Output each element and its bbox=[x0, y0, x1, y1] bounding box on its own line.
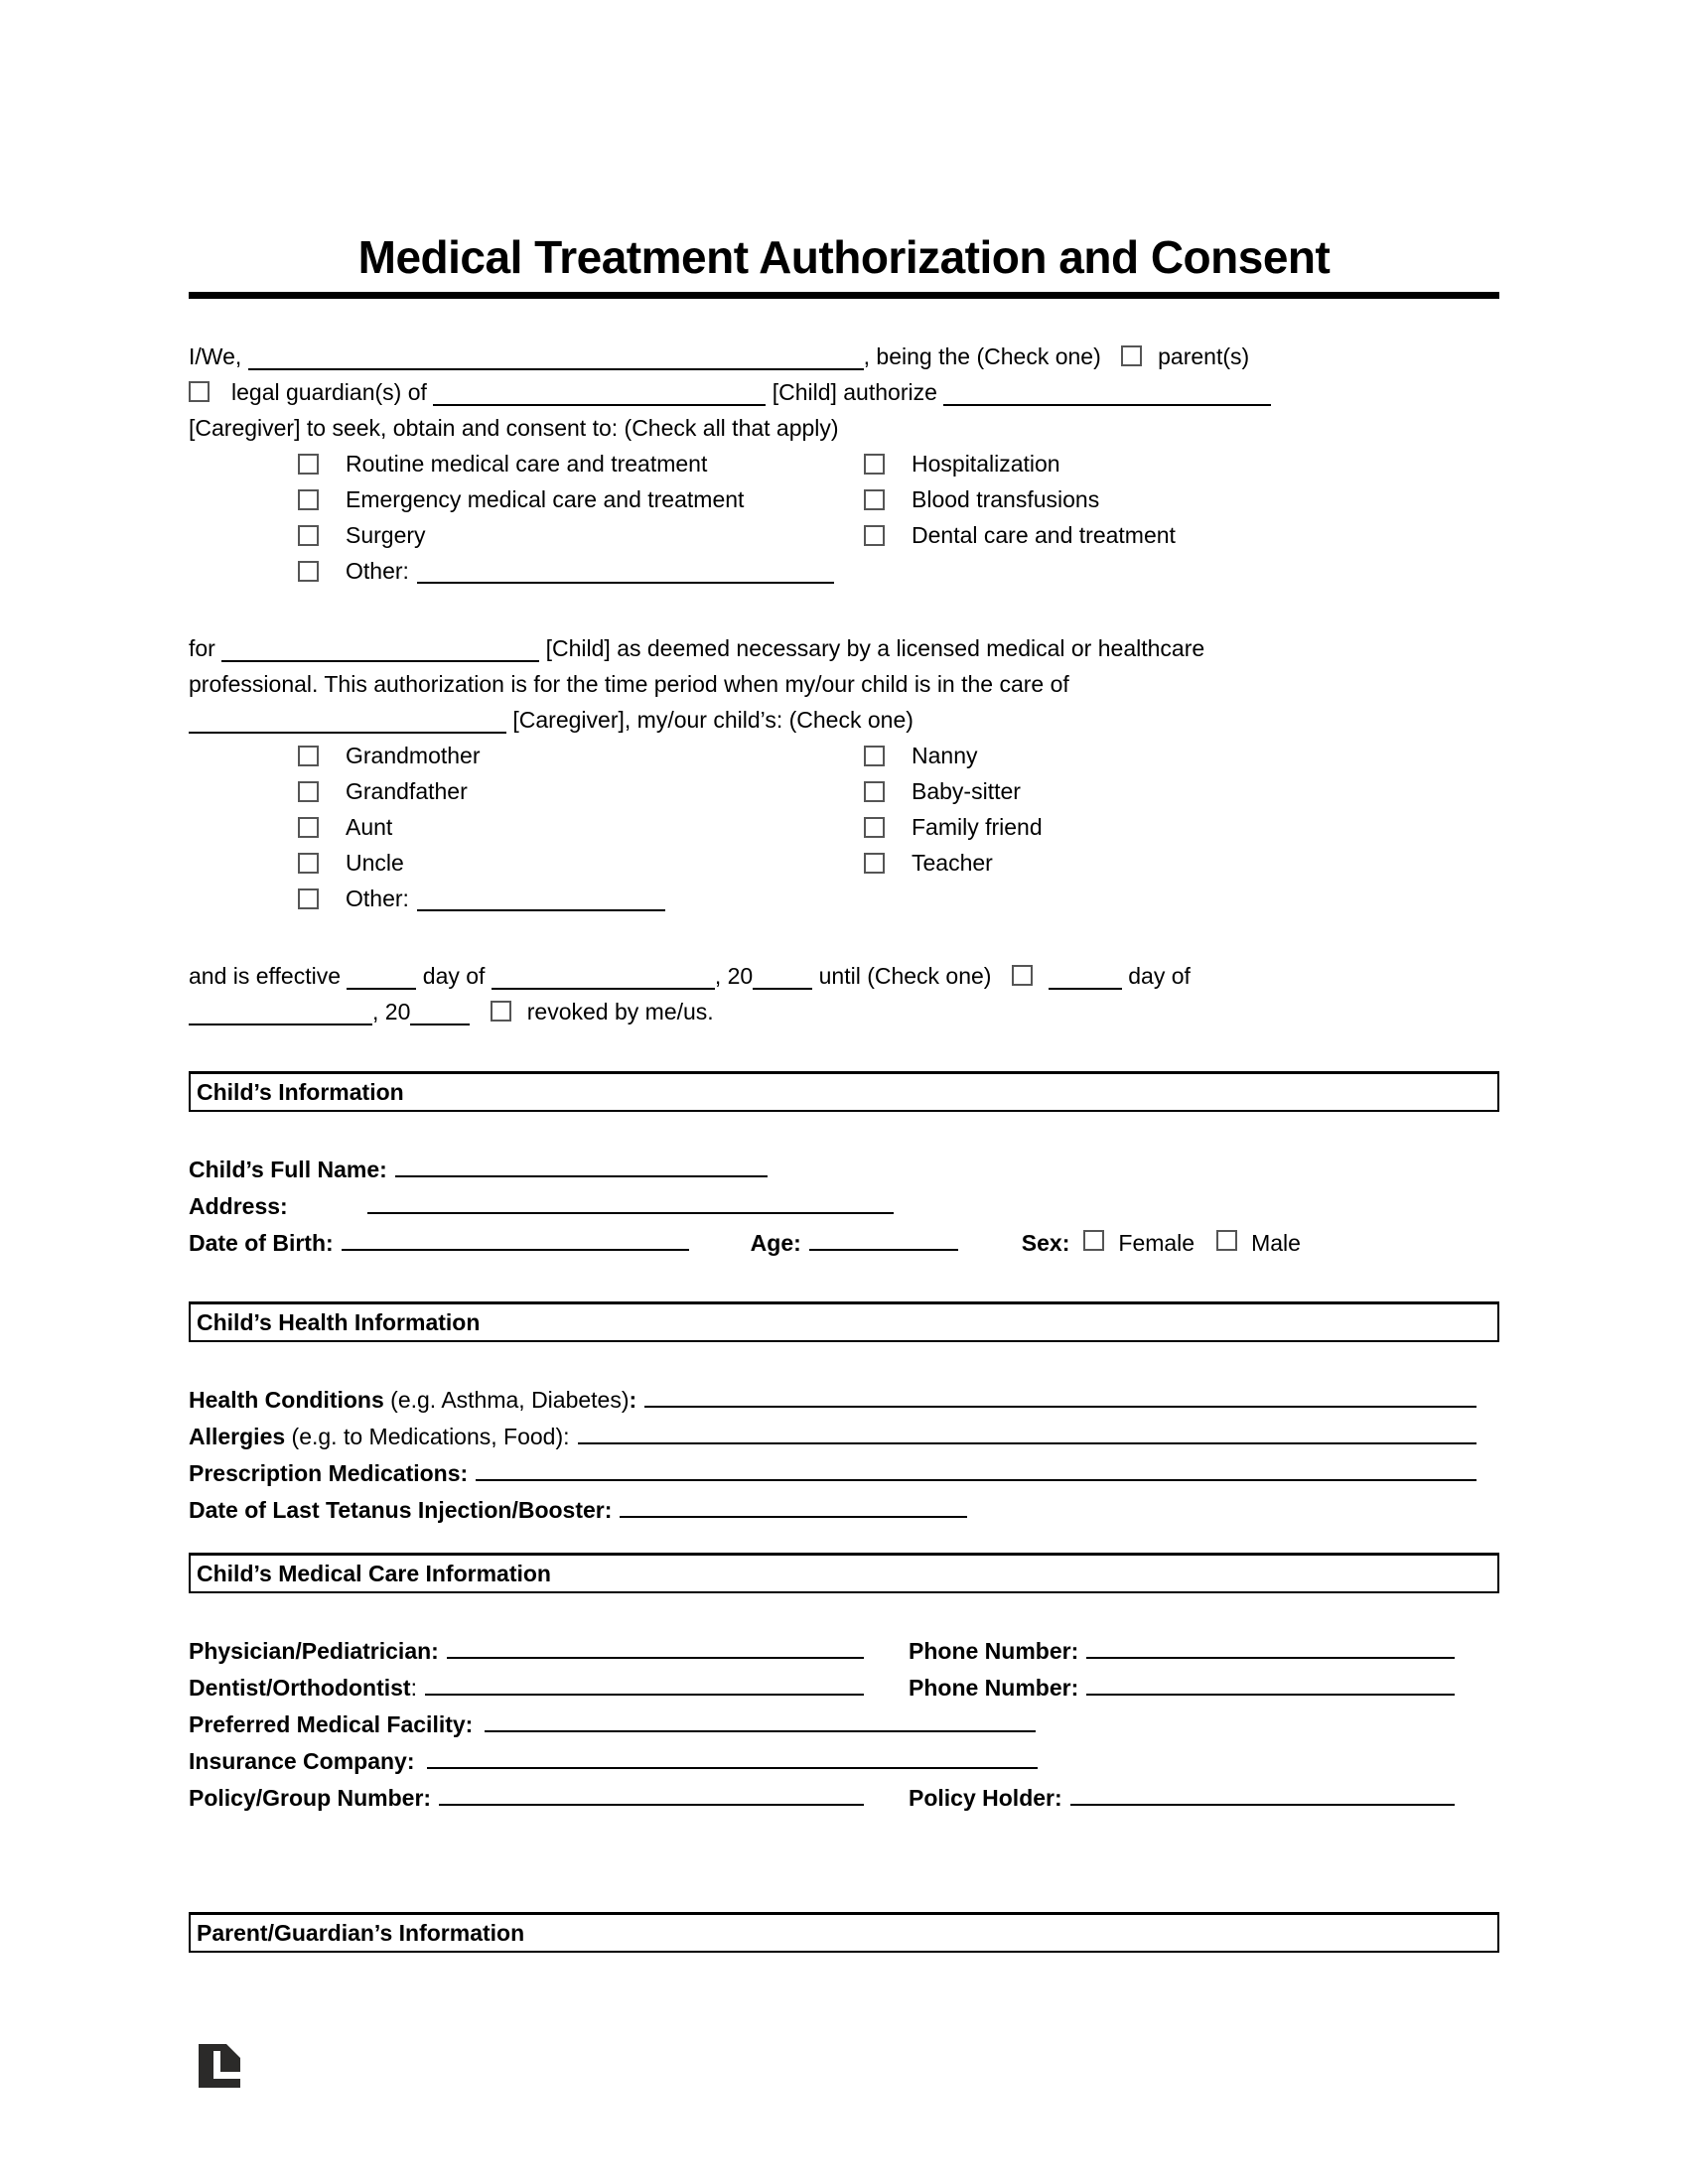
child-age-label: Age: bbox=[750, 1230, 801, 1256]
tetanus-row bbox=[189, 1492, 1499, 1529]
treatment-other bbox=[298, 553, 864, 589]
scope-for-text: for bbox=[189, 635, 215, 661]
parents-option-label: parent(s) bbox=[1158, 343, 1250, 369]
checkbox-uncle[interactable] bbox=[298, 853, 319, 874]
treatments-row-3 bbox=[298, 517, 1499, 553]
health-conditions-label: Health Conditions (e.g. Asthma, Diabetes): bbox=[189, 1387, 637, 1413]
relationship-uncle-label: Uncle bbox=[346, 850, 404, 876]
checkbox-grandmother[interactable] bbox=[298, 746, 319, 766]
child-age-field[interactable] bbox=[809, 1225, 958, 1251]
child-address-row bbox=[189, 1188, 1499, 1225]
effective-paragraph bbox=[189, 958, 1499, 1029]
relationship-row-3 bbox=[298, 809, 1499, 845]
scope-line2-text: professional. This authorization is for the time period when my/our child is in the care of bbox=[189, 671, 1069, 697]
medical-care-fields bbox=[189, 1633, 1499, 1817]
checkbox-nanny[interactable] bbox=[864, 746, 885, 766]
checkbox-legal-guardian[interactable] bbox=[189, 381, 210, 402]
preferred-facility-label: Preferred Medical Facility: bbox=[189, 1711, 474, 1737]
relationship-other-label: Other: bbox=[346, 886, 409, 911]
policy-number-field[interactable] bbox=[439, 1780, 864, 1806]
checkbox-emergency-care[interactable] bbox=[298, 489, 319, 510]
relationship-teacher bbox=[864, 845, 1499, 881]
checkbox-treatment-other[interactable] bbox=[298, 561, 319, 582]
treatments-row-2 bbox=[298, 481, 1499, 517]
treatments-checklist bbox=[298, 446, 1499, 589]
scope-caregiver-clause-text: [Caregiver], my/our child’s: (Check one) bbox=[512, 707, 914, 733]
dentist-row bbox=[189, 1670, 1499, 1706]
relationships-checklist bbox=[298, 738, 1499, 916]
caregiver-name-field-1[interactable] bbox=[943, 380, 1271, 406]
title-rule bbox=[189, 292, 1499, 299]
relationship-row-2 bbox=[298, 773, 1499, 809]
relationship-row-5 bbox=[298, 881, 1499, 916]
policy-row bbox=[189, 1780, 1499, 1817]
sex-female-label: Female bbox=[1118, 1230, 1196, 1256]
treatments-row-1 bbox=[298, 446, 1499, 481]
relationship-family-friend bbox=[864, 809, 1499, 845]
checkbox-family-friend[interactable] bbox=[864, 817, 885, 838]
parents-names-field[interactable] bbox=[248, 344, 864, 370]
insurance-label: Insurance Company: bbox=[189, 1748, 415, 1774]
child-dob-label: Date of Birth: bbox=[189, 1230, 334, 1256]
child-sex-label: Sex: bbox=[1021, 1230, 1070, 1256]
tetanus-field[interactable] bbox=[620, 1492, 967, 1518]
effective-lead-text: and is effective bbox=[189, 963, 342, 989]
treatment-other-label: Other: bbox=[346, 558, 409, 584]
checkbox-until-date[interactable] bbox=[1012, 965, 1033, 986]
effective-dayof2-text: day of bbox=[1128, 963, 1191, 989]
checkbox-teacher[interactable] bbox=[864, 853, 885, 874]
guardian-option-label: legal guardian(s) of bbox=[231, 379, 427, 405]
checkbox-sex-male[interactable] bbox=[1216, 1230, 1237, 1251]
checkbox-parents[interactable] bbox=[1121, 345, 1142, 366]
child-full-name-row bbox=[189, 1152, 1499, 1188]
prescription-medications-row bbox=[189, 1455, 1499, 1492]
checkbox-dental-care[interactable] bbox=[864, 525, 885, 546]
relationship-nanny-label: Nanny bbox=[912, 743, 978, 768]
effective-dayof1-text: day of bbox=[422, 963, 486, 989]
legal-templates-logo-icon bbox=[199, 2044, 240, 2088]
policy-holder-field[interactable] bbox=[1070, 1780, 1455, 1806]
effective-day-field-2[interactable] bbox=[1049, 964, 1122, 990]
health-conditions-field[interactable] bbox=[644, 1382, 1477, 1408]
allergies-field[interactable] bbox=[578, 1419, 1477, 1444]
checkbox-relationship-other[interactable] bbox=[298, 888, 319, 909]
effective-month-field-1[interactable] bbox=[492, 964, 715, 990]
checkbox-grandfather[interactable] bbox=[298, 781, 319, 802]
treatment-hospitalization-label: Hospitalization bbox=[912, 451, 1060, 477]
section-header-child-medical-care-information: Child’s Medical Care Information bbox=[189, 1553, 1499, 1593]
checkbox-babysitter[interactable] bbox=[864, 781, 885, 802]
relationship-grandmother bbox=[298, 738, 864, 773]
checkbox-aunt[interactable] bbox=[298, 817, 319, 838]
checkbox-hospitalization[interactable] bbox=[864, 454, 885, 475]
treatment-other-field[interactable] bbox=[417, 558, 834, 584]
checkbox-until-revoked[interactable] bbox=[491, 1001, 511, 1022]
effective-year-prefix-1: , 20 bbox=[714, 963, 754, 989]
treatment-dental-label: Dental care and treatment bbox=[912, 522, 1176, 548]
treatment-surgery bbox=[298, 517, 864, 553]
child-name-field-2[interactable] bbox=[221, 636, 539, 662]
dentist-label: Dentist/Orthodontist: bbox=[189, 1675, 417, 1701]
treatment-emergency-label: Emergency medical care and treatment bbox=[346, 486, 745, 512]
intro-iwe-text: I/We, bbox=[189, 343, 242, 369]
relationship-teacher-label: Teacher bbox=[912, 850, 993, 876]
caregiver-name-field-2[interactable] bbox=[189, 708, 506, 734]
physician-row bbox=[189, 1633, 1499, 1670]
child-address-field[interactable] bbox=[367, 1188, 894, 1214]
physician-phone-label: Phone Number: bbox=[909, 1638, 1079, 1664]
allergies-row bbox=[189, 1419, 1499, 1455]
treatment-emergency bbox=[298, 481, 864, 517]
preferred-facility-row bbox=[189, 1706, 1499, 1743]
section-header-parent-guardian-information: Parent/Guardian’s Information bbox=[189, 1912, 1499, 1953]
sex-male-label: Male bbox=[1251, 1230, 1301, 1256]
treatment-hospitalization bbox=[864, 446, 1499, 481]
scope-child-clause-text: [Child] as deemed necessary by a licensed medical or healthcare bbox=[545, 635, 1205, 661]
dentist-phone-field[interactable] bbox=[1086, 1670, 1455, 1696]
effective-year-field-1[interactable] bbox=[753, 964, 812, 990]
checkbox-routine-care[interactable] bbox=[298, 454, 319, 475]
effective-year-prefix-2: , 20 bbox=[372, 999, 411, 1024]
dentist-phone-label: Phone Number: bbox=[909, 1675, 1079, 1701]
policy-holder-label: Policy Holder: bbox=[909, 1785, 1062, 1811]
relationship-babysitter bbox=[864, 773, 1499, 809]
preferred-facility-field[interactable] bbox=[485, 1706, 1036, 1732]
insurance-field[interactable] bbox=[427, 1743, 1038, 1769]
insurance-row bbox=[189, 1743, 1499, 1780]
relationship-family-friend-label: Family friend bbox=[912, 814, 1043, 840]
relationship-grandmother-label: Grandmother bbox=[346, 743, 481, 768]
section-header-child-health-information: Child’s Health Information bbox=[189, 1301, 1499, 1342]
relationship-uncle bbox=[298, 845, 864, 881]
physician-label: Physician/Pediatrician: bbox=[189, 1638, 439, 1664]
relationship-other-field[interactable] bbox=[417, 886, 665, 911]
effective-year-field-2[interactable] bbox=[410, 1000, 470, 1025]
checkbox-sex-female[interactable] bbox=[1083, 1230, 1104, 1251]
treatments-row-4 bbox=[298, 553, 1499, 589]
dentist-field[interactable] bbox=[425, 1670, 864, 1696]
relationship-grandfather-label: Grandfather bbox=[346, 778, 468, 804]
child-information-fields bbox=[189, 1152, 1499, 1262]
treatment-blood-label: Blood transfusions bbox=[912, 486, 1100, 512]
treatment-routine bbox=[298, 446, 864, 481]
child-full-name-label: Child’s Full Name: bbox=[189, 1157, 387, 1182]
intro-paragraph bbox=[189, 339, 1499, 446]
relationship-aunt bbox=[298, 809, 864, 845]
child-full-name-field[interactable] bbox=[395, 1152, 768, 1177]
relationship-grandfather bbox=[298, 773, 864, 809]
prescription-medications-field[interactable] bbox=[476, 1455, 1477, 1481]
prescription-medications-label: Prescription Medications: bbox=[189, 1460, 469, 1486]
treatment-routine-label: Routine medical care and treatment bbox=[346, 451, 708, 477]
health-conditions-row bbox=[189, 1382, 1499, 1419]
child-dob-row bbox=[189, 1225, 1499, 1262]
child-authorize-text: [Child] authorize bbox=[772, 379, 937, 405]
tetanus-label: Date of Last Tetanus Injection/Booster: bbox=[189, 1497, 613, 1523]
child-address-label: Address: bbox=[189, 1193, 288, 1219]
checkbox-blood-transfusions[interactable] bbox=[864, 489, 885, 510]
treatment-blood bbox=[864, 481, 1499, 517]
child-name-field-1[interactable] bbox=[433, 380, 766, 406]
allergies-label: Allergies (e.g. to Medications, Food): bbox=[189, 1424, 570, 1449]
effective-month-field-2[interactable] bbox=[189, 1000, 372, 1025]
effective-day-field-1[interactable] bbox=[347, 964, 416, 990]
relationship-row-4 bbox=[298, 845, 1499, 881]
page-title: Medical Treatment Authorization and Consent bbox=[357, 231, 1331, 283]
relationship-babysitter-label: Baby-sitter bbox=[912, 778, 1021, 804]
effective-revoked-text: revoked by me/us. bbox=[526, 999, 714, 1024]
child-dob-field[interactable] bbox=[342, 1225, 689, 1251]
child-health-fields bbox=[189, 1382, 1499, 1529]
scope-paragraph bbox=[189, 630, 1499, 738]
relationship-nanny bbox=[864, 738, 1499, 773]
treatment-surgery-label: Surgery bbox=[346, 522, 426, 548]
effective-until-text: until (Check one) bbox=[818, 963, 992, 989]
section-header-child-information: Child’s Information bbox=[189, 1071, 1499, 1112]
consent-line-text: [Caregiver] to seek, obtain and consent to: (Check all that apply) bbox=[189, 415, 839, 441]
checkbox-surgery[interactable] bbox=[298, 525, 319, 546]
physician-phone-field[interactable] bbox=[1086, 1633, 1455, 1659]
intro-being-text: , being the (Check one) bbox=[863, 343, 1101, 369]
treatment-dental bbox=[864, 517, 1499, 553]
relationship-row-1 bbox=[298, 738, 1499, 773]
relationship-other bbox=[298, 881, 864, 916]
policy-number-label: Policy/Group Number: bbox=[189, 1785, 432, 1811]
physician-field[interactable] bbox=[447, 1633, 864, 1659]
relationship-aunt-label: Aunt bbox=[346, 814, 393, 840]
